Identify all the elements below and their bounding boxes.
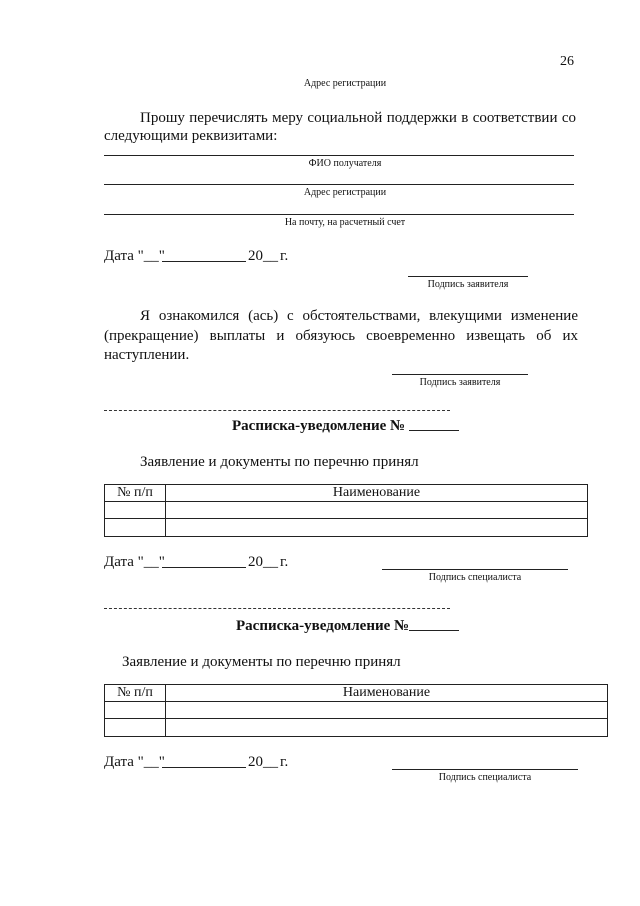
date-prefix: Дата "__" <box>104 554 165 570</box>
request-line-1: Прошу перечислять меру социальной поддержки в соответствии со <box>140 110 576 126</box>
payment-caption: На почту, на расчетный счет <box>284 217 406 228</box>
receipt-2-cell[interactable] <box>166 719 608 737</box>
ack-line-3: наступлении. <box>104 347 190 363</box>
date-field-2[interactable] <box>104 552 304 574</box>
receipt-1-title-text: Расписка-уведомление № <box>232 418 406 434</box>
date-suffix: г. <box>280 554 289 570</box>
date-suffix: г. <box>280 248 289 264</box>
applicant-signature-line-1[interactable] <box>408 276 528 277</box>
payment-line[interactable] <box>104 214 574 215</box>
top-address-caption: Адрес регистрации <box>303 78 387 89</box>
receipt-1-cell[interactable] <box>166 519 588 537</box>
date-prefix: Дата "__" <box>104 248 165 264</box>
date-underline <box>162 567 246 568</box>
specialist-signature-caption-1: Подпись специалиста <box>428 572 522 583</box>
receipt-1-cell[interactable] <box>105 502 166 519</box>
date-suffix: г. <box>280 754 289 770</box>
page-number: 26 <box>560 54 574 69</box>
receipt-1-number-field[interactable] <box>409 430 459 431</box>
recipient-caption: ФИО получателя <box>308 158 382 169</box>
specialist-signature-line-2[interactable] <box>392 769 578 770</box>
specialist-signature-caption-2: Подпись специалиста <box>438 772 532 783</box>
date-underline <box>162 261 246 262</box>
date-year: 20__ <box>248 754 278 770</box>
receipt-1-table <box>104 484 588 537</box>
receipt-1-cell[interactable] <box>105 519 166 537</box>
receipt-2-col-no: № п/п <box>105 685 166 702</box>
ack-line-2: (прекращение) выплаты и обязуюсь своевременно извещать об их <box>104 328 578 344</box>
receipt-2-title-text: Расписка-уведомление № <box>236 618 410 634</box>
receipt-2-table <box>104 684 608 737</box>
date-field-3[interactable] <box>104 752 304 774</box>
specialist-signature-line-1[interactable] <box>382 569 568 570</box>
applicant-signature-caption-2: Подпись заявителя <box>419 377 501 388</box>
receipt-1-cell[interactable] <box>166 502 588 519</box>
receipt-2-cell[interactable] <box>105 719 166 737</box>
receipt-2-accepted: Заявление и документы по перечню принял <box>122 654 401 670</box>
date-field-1[interactable] <box>104 246 304 268</box>
receipt-2-title <box>236 618 459 635</box>
ack-line-1: Я ознакомился (ась) с обстоятельствами, влекущими изменение <box>140 308 578 324</box>
date-underline <box>162 767 246 768</box>
applicant-signature-caption-1: Подпись заявителя <box>427 279 509 290</box>
receipt-1-col-no: № п/п <box>105 485 166 502</box>
date-year: 20__ <box>248 554 278 570</box>
receipt-2-number-field[interactable] <box>409 630 459 631</box>
receipt-1-title <box>232 418 459 435</box>
recipient-line[interactable] <box>104 155 574 156</box>
cut-line-2 <box>104 608 450 609</box>
cut-line-1 <box>104 410 450 411</box>
request-line-2: следующими реквизитами: <box>104 128 278 144</box>
address-caption: Адрес регистрации <box>303 187 387 198</box>
address-line[interactable] <box>104 184 574 185</box>
date-year: 20__ <box>248 248 278 264</box>
receipt-2-col-name: Наименование <box>166 685 608 702</box>
receipt-2-cell[interactable] <box>105 702 166 719</box>
receipt-1-col-name: Наименование <box>166 485 588 502</box>
receipt-1-accepted: Заявление и документы по перечню принял <box>140 454 419 470</box>
receipt-2-cell[interactable] <box>166 702 608 719</box>
date-prefix: Дата "__" <box>104 754 165 770</box>
applicant-signature-line-2[interactable] <box>392 374 528 375</box>
